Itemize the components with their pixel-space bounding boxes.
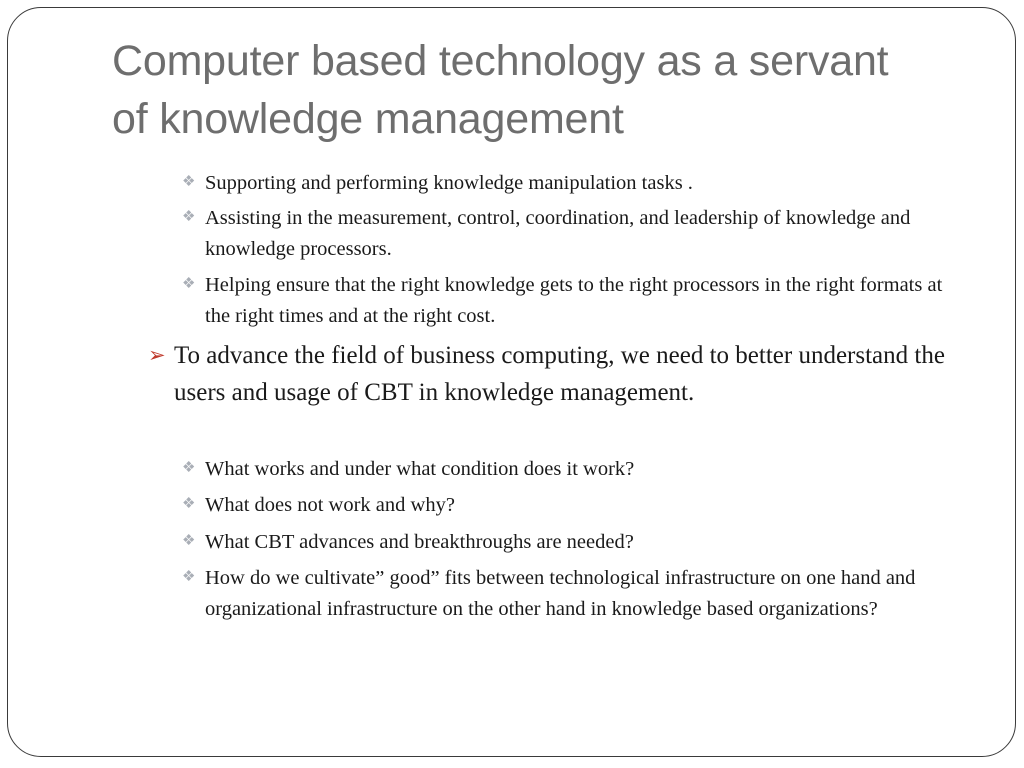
- bullet-text: What CBT advances and breakthroughs are needed?: [205, 531, 634, 553]
- diamond-cluster-icon: ❖: [182, 569, 196, 585]
- bullet-text: How do we cultivate” good” fits between technological infrastructure on one hand and organizational infrastructure on the other hand in knowledge based organizations?: [205, 567, 916, 620]
- sub-bullet-item: [182, 203, 950, 265]
- bullet-text: Supporting and performing knowledge manipulation tasks .: [205, 172, 693, 194]
- diamond-cluster-icon: ❖: [182, 496, 196, 512]
- sub-bullet-item: [182, 490, 950, 521]
- sub-bullet-item: [182, 527, 950, 558]
- bullet-text: What does not work and why?: [205, 494, 455, 516]
- sub-bullet-item: [182, 270, 950, 332]
- sub-bullet-item: [182, 168, 950, 199]
- bullet-text: Helping ensure that the right knowledge gets to the right processors in the right formats at the right times and at the right cost.: [205, 274, 943, 327]
- bullet-text: What works and under what condition does it work?: [205, 458, 635, 480]
- diamond-cluster-icon: ❖: [182, 209, 196, 225]
- sub-bullet-item: [182, 563, 950, 625]
- main-bullet-item: [148, 337, 950, 411]
- diamond-cluster-icon: ❖: [182, 276, 196, 292]
- arrow-right-icon: ➢: [148, 343, 166, 367]
- diamond-cluster-icon: ❖: [182, 533, 196, 549]
- main-point-text: To advance the field of business computing, we need to better understand the users and usage of CBT in knowledge management.: [174, 342, 945, 406]
- bullet-text: Assisting in the measurement, control, coordination, and leadership of knowledge and knowledge processors.: [205, 207, 911, 260]
- diamond-cluster-icon: ❖: [182, 174, 196, 190]
- sub-bullet-item: [182, 454, 950, 485]
- slide-title: Computer based technology as a servant of knowledge management: [112, 37, 889, 143]
- diamond-cluster-icon: ❖: [182, 460, 196, 476]
